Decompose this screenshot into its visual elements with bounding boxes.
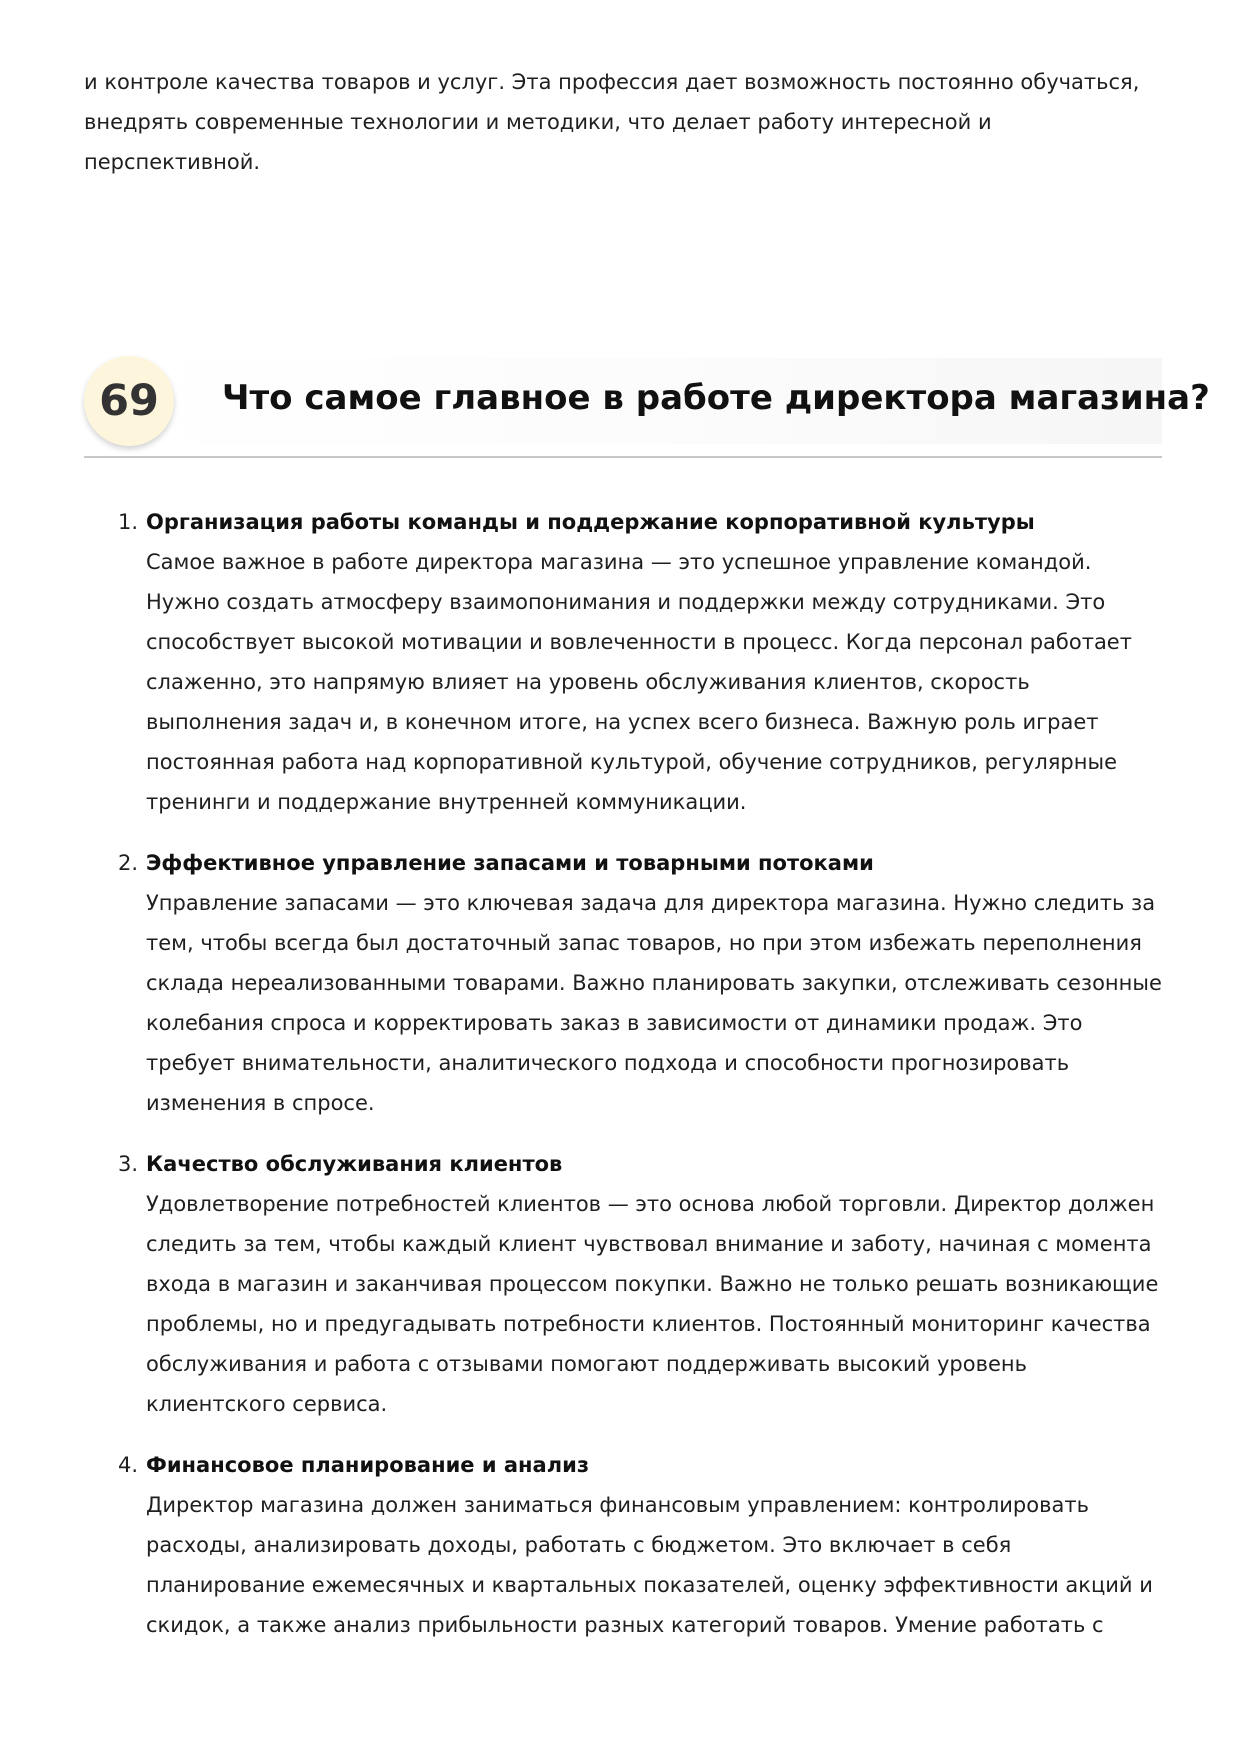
list-item-title: Организация работы команды и поддержание корпоративной культуры [146,510,1035,534]
list-item [84,1445,1164,1645]
list-item-number: 2. [118,851,139,875]
list-item [84,502,1164,822]
list-item [84,843,1164,1123]
list-item-text: Директор магазина должен заниматься финансовым управлением: контролировать расходы, анализировать доходы, работать с бюджетом. Это включает в себя планирование ежемесячных и квартальных показателей, оценку эффективности акций и скидок, а также анализ прибыльности разных категорий товаров. Умение работать с [146,1493,1153,1637]
list-item-text: Самое важное в работе директора магазина — это успешное управление командой. Нужно создать атмосферу взаимопонимания и поддержки между сотрудниками. Это способствует высокой мотивации и вовлеченности в процесс. Когда персонал работает слаженно, это напрямую влияет на уровень обслуживания клиентов, скорость выполнения задач и, в конечном итоге, на успех всего бизнеса. Важную роль играет постоянная работа над корпоративной культурой, обучение сотрудников, регулярные тренинги и поддержание внутренней коммуникации. [146,550,1132,814]
list-item-text: Удовлетворение потребностей клиентов — это основа любой торговли. Директор должен следить за тем, чтобы каждый клиент чувствовал внимание и заботу, начиная с момента входа в магазин и заканчивая процессом покупки. Важно не только решать возникающие проблемы, но и предугадывать потребности клиентов. Постоянный мониторинг качества обслуживания и работа с отзывами помогают поддерживать высокий уровень клиентского сервиса. [146,1192,1159,1416]
list-item [84,1144,1164,1424]
answer-list [84,502,1164,1666]
section-title: Что самое главное в работе директора магазина? [222,378,1210,418]
section-number-badge: 69 [84,356,174,446]
list-item-number: 3. [118,1152,139,1176]
list-item-number: 4. [118,1453,139,1477]
list-item-text: Управление запасами — это ключевая задача для директора магазина. Нужно следить за тем, чтобы всегда был достаточный запас товаров, но при этом избежать переполнения склада нереализованными товарами. Важно планировать закупки, отслеживать сезонные колебания спроса и корректировать заказ в зависимости от динамики продаж. Это требует внимательности, аналитического подхода и способности прогнозировать изменения в спросе. [146,891,1162,1115]
list-item-number: 1. [118,510,139,534]
list-item-title: Финансовое планирование и анализ [146,1453,590,1477]
list-item-title: Качество обслуживания клиентов [146,1152,563,1176]
section-header [84,356,1210,458]
intro-paragraph: и контроле качества товаров и услуг. Эта профессия дает возможность постоянно обучаться, внедрять современные технологии и методики, что делает работу интересной и перспективной. [84,70,1140,174]
list-item-title: Эффективное управление запасами и товарными потоками [146,851,874,875]
